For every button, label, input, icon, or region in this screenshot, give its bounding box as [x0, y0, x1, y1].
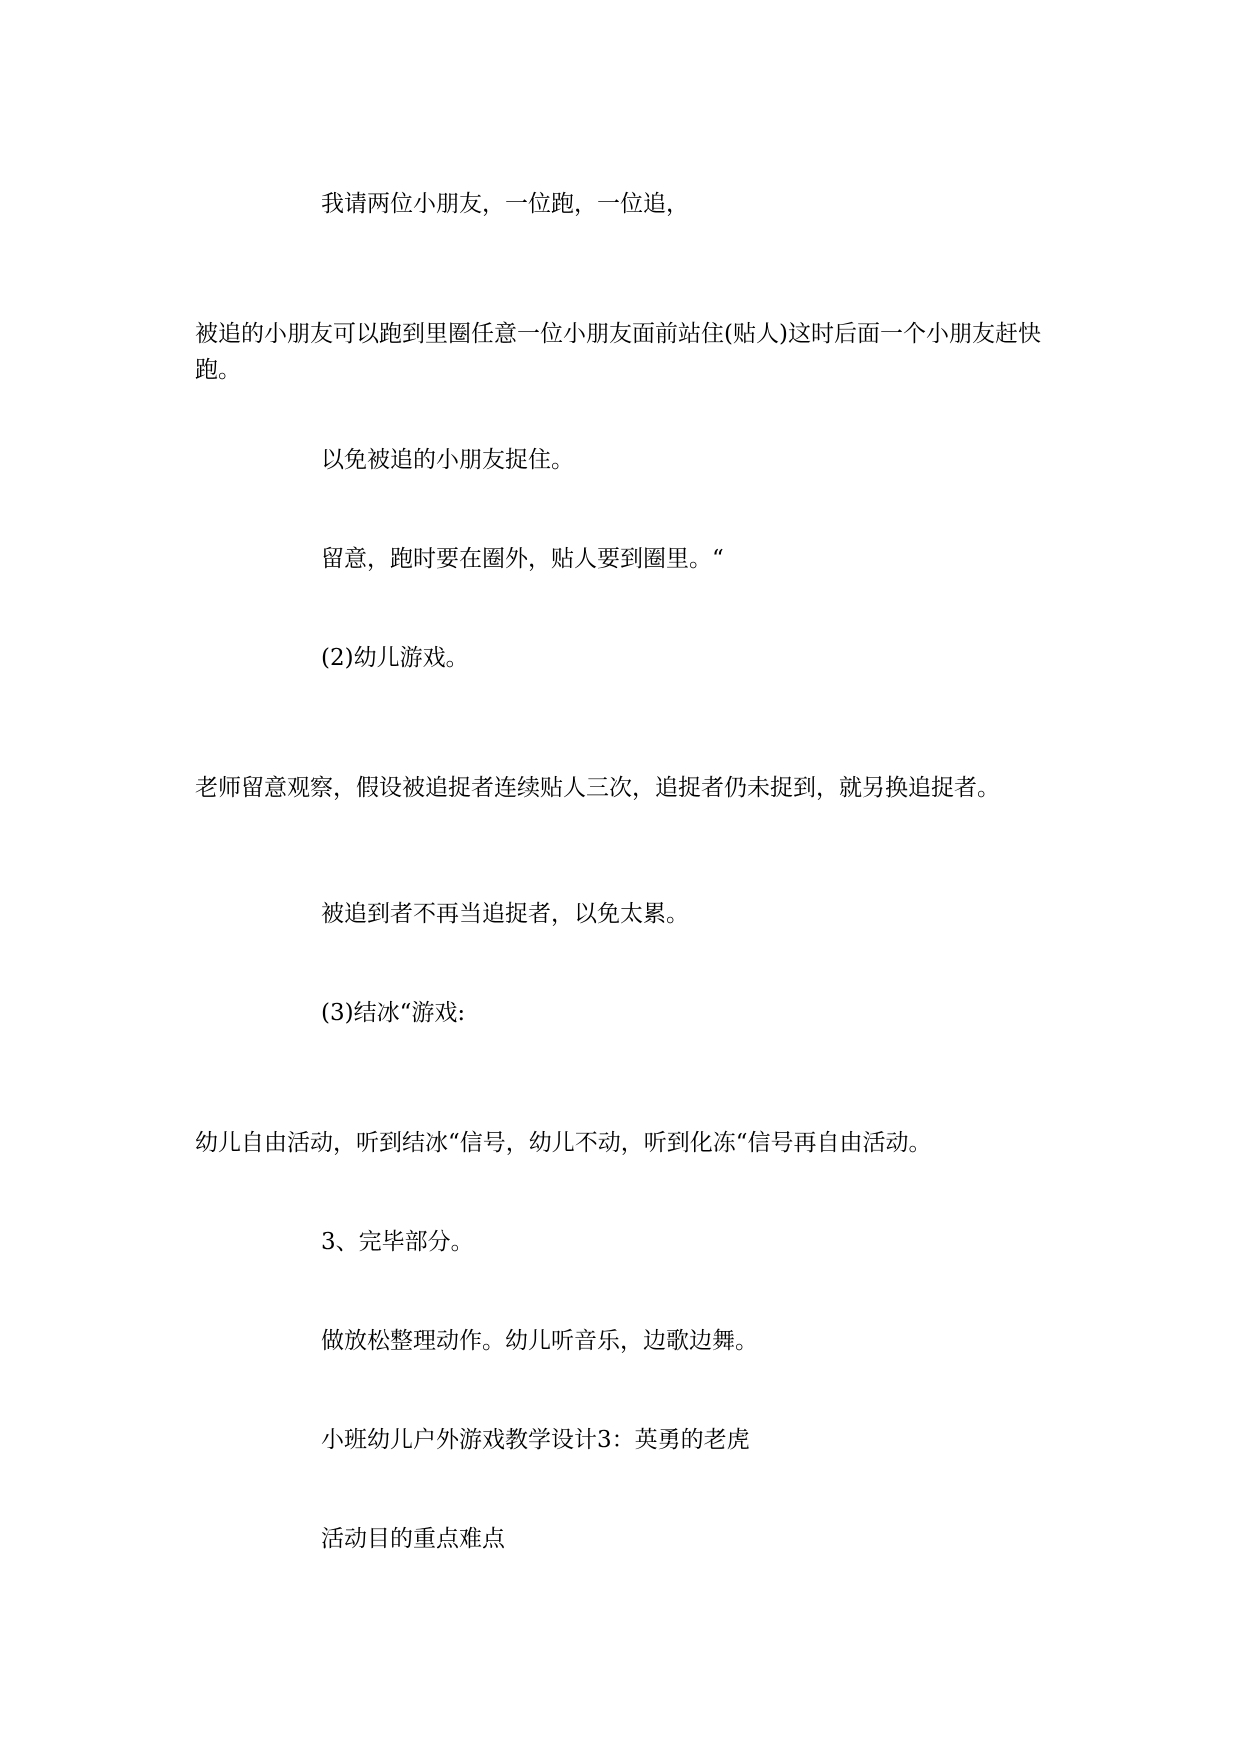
paragraph: 我请两位小朋友，一位跑，一位追，: [321, 191, 689, 217]
paragraph: (3)结冰“游戏:: [321, 1000, 466, 1026]
paragraph: 以免被追的小朋友捉住。: [321, 447, 574, 473]
section-heading: 小班幼儿户外游戏教学设计3：英勇的老虎: [321, 1427, 750, 1453]
paragraph: 留意，跑时要在圈外，贴人要到圈里。“: [321, 546, 724, 572]
paragraph: 老师留意观察，假设被追捉者连续贴人三次，追捉者仍未捉到，就另换追捉者。: [195, 775, 1000, 801]
paragraph: (2)幼儿游戏。: [321, 645, 469, 671]
paragraph: 做放松整理动作。幼儿听音乐，边歌边舞。: [321, 1328, 758, 1354]
paragraph: 幼儿自由活动，听到结冰“信号，幼儿不动，听到化冻“信号再自由活动。: [195, 1130, 932, 1156]
section-heading: 活动目的重点难点: [321, 1526, 505, 1552]
paragraph: 被追到者不再当追捉者，以免太累。: [321, 901, 689, 927]
paragraph: 被追的小朋友可以跑到里圈任意一位小朋友面前站住(贴人)这时后面一个小朋友赶快跑。: [195, 321, 1041, 383]
paragraph: 3、完毕部分。: [321, 1229, 474, 1255]
